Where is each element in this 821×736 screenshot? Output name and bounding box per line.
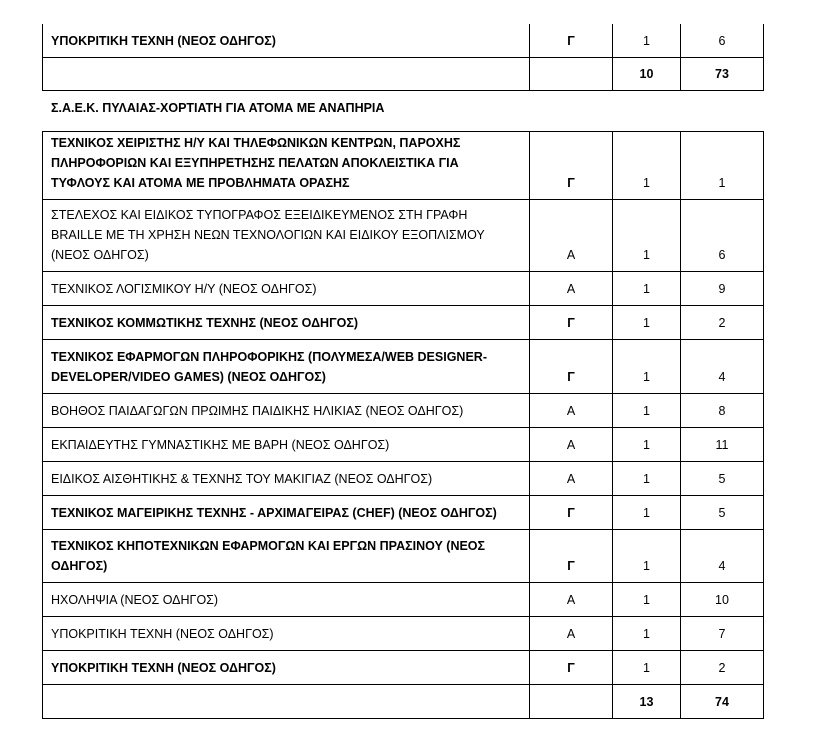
table-row <box>43 530 764 583</box>
student-count: 5 <box>681 496 764 530</box>
class-count: 1 <box>613 272 681 306</box>
student-count: 11 <box>681 428 764 462</box>
student-count: 9 <box>681 272 764 306</box>
student-count: 4 <box>681 340 764 394</box>
grade-level: Γ <box>530 132 613 200</box>
grade-level: Γ <box>530 24 613 57</box>
totals-grade-cell <box>530 57 613 90</box>
table-row <box>43 306 764 340</box>
total-class-count: 10 <box>613 57 681 90</box>
table-row <box>43 340 764 394</box>
student-count: 6 <box>681 24 764 57</box>
table-row <box>43 496 764 530</box>
specialty-name: ΤΕΧΝΙΚΟΣ ΜΑΓΕΙΡΙΚΗΣ ΤΕΧΝΗΣ - ΑΡΧΙΜΑΓΕΙΡΑΣ (CHEF) (ΝΕΟΣ ΟΔΗΓΟΣ) <box>43 496 530 530</box>
class-count: 1 <box>613 132 681 200</box>
class-count: 1 <box>613 340 681 394</box>
grade-level: Α <box>530 428 613 462</box>
student-count: 2 <box>681 306 764 340</box>
grade-level: Α <box>530 583 613 617</box>
student-count: 7 <box>681 617 764 651</box>
student-count: 10 <box>681 583 764 617</box>
student-count: 4 <box>681 530 764 583</box>
totals-row <box>43 57 764 90</box>
totals-label-cell <box>43 57 530 90</box>
grade-level: Α <box>530 200 613 272</box>
specialty-name: ΕΚΠΑΙΔΕΥΤΗΣ ΓΥΜΝΑΣΤΙΚΗΣ ΜΕ ΒΑΡΗ (ΝΕΟΣ ΟΔΗΓΟΣ) <box>43 428 530 462</box>
specialty-name: ΗΧΟΛΗΨΙΑ (ΝΕΟΣ ΟΔΗΓΟΣ) <box>43 583 530 617</box>
student-count: 2 <box>681 651 764 685</box>
table-row <box>43 132 764 200</box>
total-student-count: 74 <box>681 685 764 719</box>
totals-label-cell <box>43 685 530 719</box>
total-student-count: 73 <box>681 57 764 90</box>
specialty-name: ΤΕΧΝΙΚΟΣ ΚΟΜΜΩΤΙΚΗΣ ΤΕΧΝΗΣ (ΝΕΟΣ ΟΔΗΓΟΣ) <box>43 306 530 340</box>
student-count: 5 <box>681 462 764 496</box>
grade-level: Γ <box>530 530 613 583</box>
class-count: 1 <box>613 530 681 583</box>
table-row <box>43 200 764 272</box>
table-row <box>43 462 764 496</box>
specialty-name: ΥΠΟΚΡΙΤΙΚΗ ΤΕΧΝΗ (ΝΕΟΣ ΟΔΗΓΟΣ) <box>43 617 530 651</box>
table-row <box>43 272 764 306</box>
totals-row <box>43 685 764 719</box>
class-count: 1 <box>613 394 681 428</box>
class-count: 1 <box>613 306 681 340</box>
class-count: 1 <box>613 200 681 272</box>
grade-level: Α <box>530 272 613 306</box>
totals-grade-cell <box>530 685 613 719</box>
grade-level: Γ <box>530 651 613 685</box>
specialty-name: ΕΙΔΙΚΟΣ ΑΙΣΘΗΤΙΚΗΣ & ΤΕΧΝΗΣ ΤΟΥ ΜΑΚΙΓΙΑΖ (ΝΕΟΣ ΟΔΗΓΟΣ) <box>43 462 530 496</box>
specialty-name: ΤΕΧΝΙΚΟΣ ΧΕΙΡΙΣΤΗΣ Η/Υ ΚΑΙ ΤΗΛΕΦΩΝΙΚΩΝ ΚΕΝΤΡΩΝ, ΠΑΡΟΧΗΣ ΠΛΗΡΟΦΟΡΙΩΝ ΚΑΙ ΕΞΥΠΗΡΕΤΗΣΗΣ ΠΕΛΑΤΩΝ ΑΠΟΚΛΕΙΣΤΙΚΑ ΓΙΑ ΤΥΦΛΟΥΣ ΚΑΙ ΑΤΟΜΑ ΜΕ ΠΡΟΒΛΗΜΑΤΑ ΟΡΑΣΗΣ <box>43 132 530 200</box>
grade-level: Α <box>530 462 613 496</box>
class-count: 1 <box>613 583 681 617</box>
table-row <box>43 394 764 428</box>
student-count: 6 <box>681 200 764 272</box>
grade-level: Γ <box>530 340 613 394</box>
class-count: 1 <box>613 496 681 530</box>
table-row <box>43 651 764 685</box>
grade-level: Γ <box>530 306 613 340</box>
section-title: Σ.Α.Ε.Κ. ΠΥΛΑΙΑΣ-ΧΟΡΤΙΑΤΗ ΓΙΑ ΑΤΟΜΑ ΜΕ ΑΝΑΠΗΡΙΑ <box>51 101 385 115</box>
specialty-name: ΣΤΕΛΕΧΟΣ ΚΑΙ ΕΙΔΙΚΟΣ ΤΥΠΟΓΡΑΦΟΣ ΕΞΕΙΔΙΚΕΥΜΕΝΟΣ ΣΤΗ ΓΡΑΦΗ BRAILLE ΜΕ ΤΗ ΧΡΗΣΗ ΝΕΩΝ ΤΕΧΝΟΛΟΓΙΩΝ ΚΑΙ ΕΙΔΙΚΟΥ ΕΞΟΠΛΙΣΜΟΥ (ΝΕΟΣ ΟΔΗΓΟΣ) <box>43 200 530 272</box>
grade-level: Α <box>530 617 613 651</box>
table-previous-school <box>42 24 764 91</box>
specialty-name: ΥΠΟΚΡΙΤΙΚΗ ΤΕΧΝΗ (ΝΕΟΣ ΟΔΗΓΟΣ) <box>43 24 530 57</box>
table-row <box>43 24 764 57</box>
table-row <box>43 617 764 651</box>
class-count: 1 <box>613 428 681 462</box>
table-row <box>43 583 764 617</box>
table-saek-pylaias <box>42 131 764 719</box>
specialty-name: ΤΕΧΝΙΚΟΣ ΚΗΠΟΤΕΧΝΙΚΩΝ ΕΦΑΡΜΟΓΩΝ ΚΑΙ ΕΡΓΩΝ ΠΡΑΣΙΝΟΥ (ΝΕΟΣ ΟΔΗΓΟΣ) <box>43 530 530 583</box>
class-count: 1 <box>613 24 681 57</box>
specialty-name: ΒΟΗΘΟΣ ΠΑΙΔΑΓΩΓΩΝ ΠΡΩΙΜΗΣ ΠΑΙΔΙΚΗΣ ΗΛΙΚΙΑΣ (ΝΕΟΣ ΟΔΗΓΟΣ) <box>43 394 530 428</box>
class-count: 1 <box>613 462 681 496</box>
class-count: 1 <box>613 651 681 685</box>
grade-level: Α <box>530 394 613 428</box>
total-class-count: 13 <box>613 685 681 719</box>
specialty-name: ΥΠΟΚΡΙΤΙΚΗ ΤΕΧΝΗ (ΝΕΟΣ ΟΔΗΓΟΣ) <box>43 651 530 685</box>
student-count: 8 <box>681 394 764 428</box>
specialty-name: ΤΕΧΝΙΚΟΣ ΛΟΓΙΣΜΙΚΟΥ Η/Υ (ΝΕΟΣ ΟΔΗΓΟΣ) <box>43 272 530 306</box>
student-count: 1 <box>681 132 764 200</box>
grade-level: Γ <box>530 496 613 530</box>
class-count: 1 <box>613 617 681 651</box>
specialty-name: ΤΕΧΝΙΚΟΣ ΕΦΑΡΜΟΓΩΝ ΠΛΗΡΟΦΟΡΙΚΗΣ (ΠΟΛΥΜΕΣΑ/WEB DESIGNER-DEVELOPER/VIDEO GAMES) (ΝΕΟΣ ΟΔΗΓΟΣ) <box>43 340 530 394</box>
table-row <box>43 428 764 462</box>
